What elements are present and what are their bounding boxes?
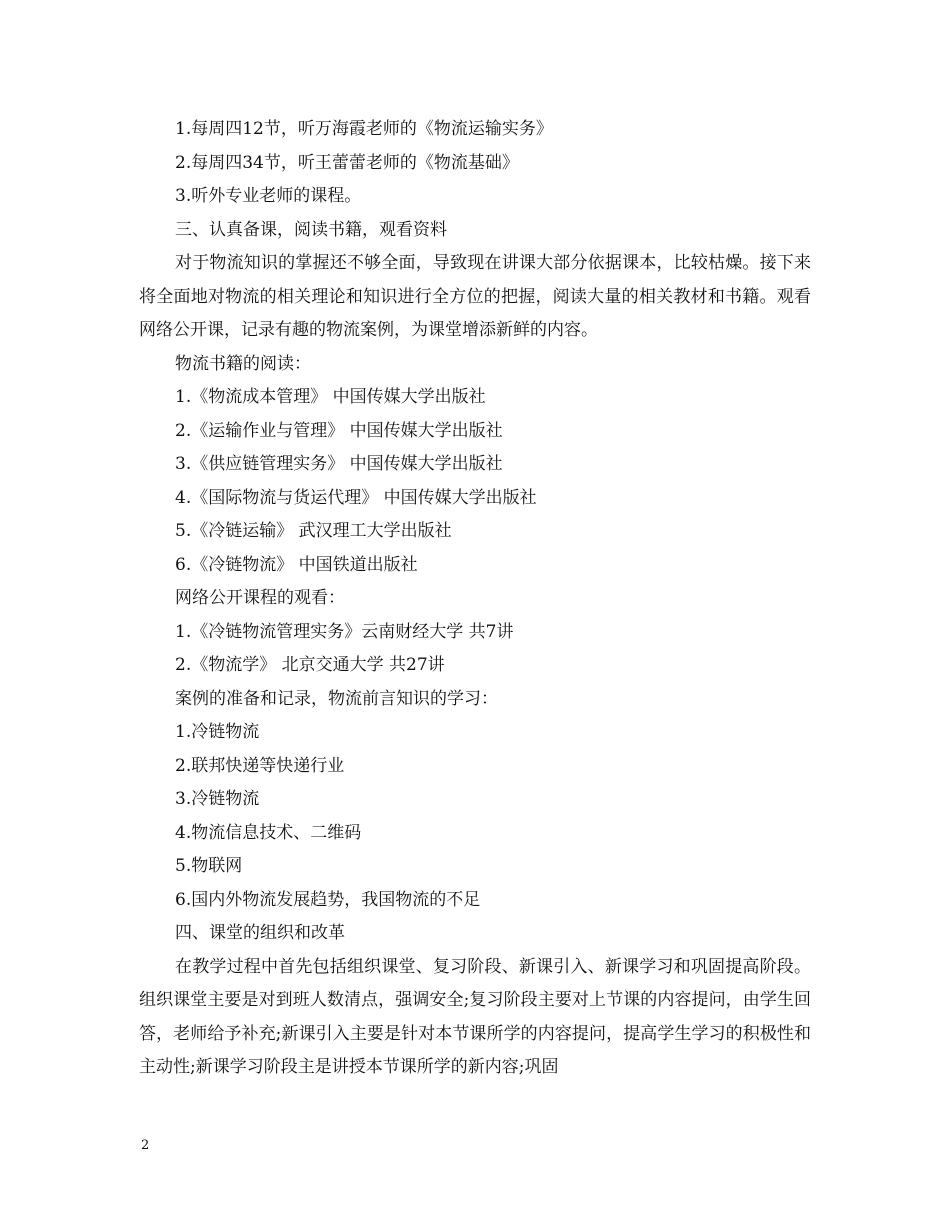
book-item: 4.《国际物流与货运代理》 中国传媒大学出版社 [175,487,537,508]
books-heading: 物流书籍的阅读： [175,353,311,374]
case-item: 1.冷链物流 [175,722,260,742]
document-body [139,113,811,1085]
case-item: 4.物流信息技术、二维码 [175,822,362,843]
paragraph-reading: 对于物流知识的掌握还不够全面，导致现在讲课大部分依据课本，比较枯燥。接下来将全面地对物流的相关理论和知识进行全方位的把握，阅读大量的相关教材和书籍。观看网络公开课，记录有趣的物流案例，为课堂增添新鲜的内容。 [139,253,811,340]
case-item: 5.物联网 [175,856,243,876]
book-item: 5.《冷链运输》 武汉理工大学出版社 [175,521,452,541]
case-item: 3.冷链物流 [175,789,260,809]
page-number: 2 [141,1138,150,1153]
section-heading-three: 三、认真备课，阅读书籍，观看资料 [175,219,447,240]
cases-heading: 案例的准备和记录，物流前言知识的学习： [175,688,498,709]
course-item: 1.《冷链物流管理实务》云南财经大学 共7讲 [175,621,514,642]
case-item: 6.国内外物流发展趋势，我国物流的不足 [175,889,481,910]
book-item: 6.《冷链物流》 中国铁道出版社 [175,554,418,575]
text-line: 2.每周四34节，听王蕾蕾老师的《物流基础》 [175,152,519,173]
book-item: 2.《运输作业与管理》 中国传媒大学出版社 [175,420,503,441]
section-heading-four: 四、课堂的组织和改革 [175,923,345,943]
book-item: 1.《物流成本管理》 中国传媒大学出版社 [175,387,486,407]
text-line: 1.每周四12节，听万海霞老师的《物流运输实务》 [175,119,553,139]
course-item: 2.《物流学》 北京交通大学 共27讲 [175,655,445,675]
text-line: 3.听外专业老师的课程。 [175,186,362,206]
case-item: 2.联邦快递等快递行业 [175,755,345,776]
book-item: 3.《供应链管理实务》 中国传媒大学出版社 [175,454,503,474]
courses-heading: 网络公开课程的观看： [175,588,345,608]
paragraph-classroom: 在教学过程中首先包括组织课堂、复习阶段、新课引入、新课学习和巩固提高阶段。组织课堂主要是对到班人数清点，强调安全;复习阶段主要对上节课的内容提问，由学生回答，老师给予补充;新课引入主要是针对本节课所学的内容提问，提高学生学习的积极性和主动性;新课学习阶段主是讲授本节课所学的新内容;巩固 [139,956,811,1077]
